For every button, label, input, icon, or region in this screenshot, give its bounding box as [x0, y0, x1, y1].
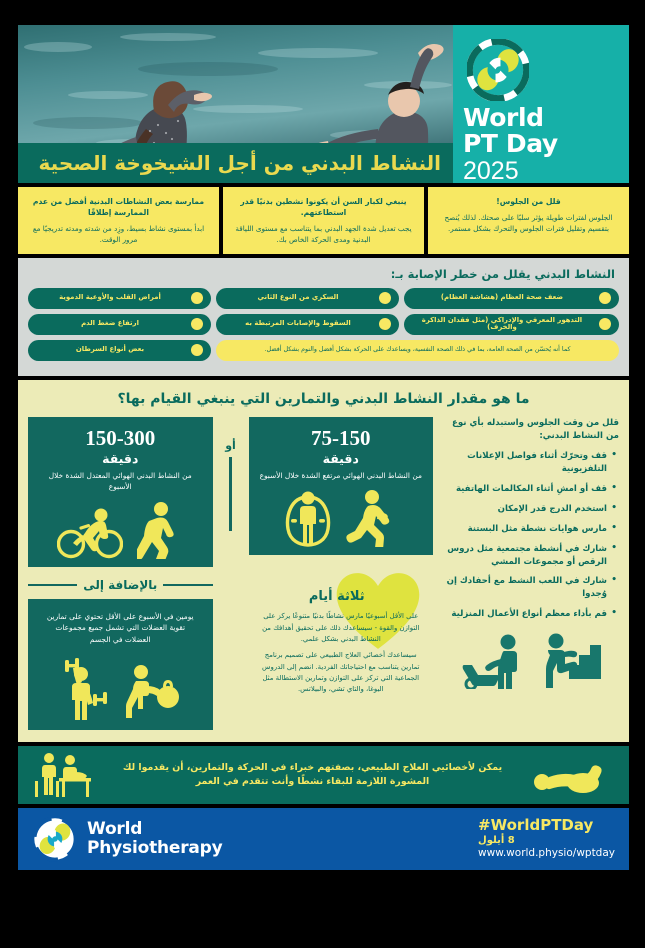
footer-brand-line2: Physiotherapy: [87, 838, 223, 859]
world-physiotherapy-logo-icon: [467, 39, 529, 101]
activity-columns: [28, 417, 619, 731]
addition-line-left: [163, 584, 212, 586]
risk-note: كما أنه يُحسّن من الصحة العامة، بما في ذلك الصحة النفسية، ويساعدك على الحركة بشكل أفضل والنوم بشكل أفضل.: [216, 340, 619, 361]
logo-text-world: World: [463, 103, 544, 132]
therapist-with-patient-icon: [32, 752, 94, 798]
tips-row: [18, 187, 629, 254]
risk-pill-label: أمراض القلب والأوعية الدموية: [59, 293, 161, 302]
risk-pill-row-2: [28, 314, 619, 335]
tip-body: يجب تعديل شدة الجهد البدني بما يتناسب مع مستوى اللياقة البدنية ومدى الحركة الخاص بك.: [235, 224, 412, 244]
walking-person-icon: [137, 501, 183, 559]
tip-heading: ينبغي لكبار السن أن يكونوا نشطين بدنيًا قدر استطاعتهم.: [240, 197, 407, 217]
activity-section: [18, 380, 629, 743]
risk-pill: [404, 288, 619, 309]
dumbbell-press-icon: [57, 658, 109, 720]
risk-section-title: النشاط البدني يقلل من خطر الإصابة بـ:: [390, 266, 615, 281]
tip-card-1: [223, 187, 424, 254]
risk-pill-label: السقوط والإصابات المرتبطة به: [245, 319, 351, 328]
hero-photo: [18, 25, 453, 183]
list-item: • مارس هوايات نشطة مثل البستنة: [441, 523, 607, 536]
footer-hashtag: #WorldPTDay: [478, 816, 594, 835]
risk-pill: [404, 314, 619, 335]
kettlebell-lifting-icon: [125, 660, 183, 720]
reduce-sitting-list: [441, 450, 619, 621]
vigorous-minutes: 75-150: [311, 425, 371, 450]
moderate-unit: دقيقة: [102, 450, 139, 466]
footer-campaign: [478, 817, 615, 861]
strength-icons: [42, 658, 199, 720]
bullet-dot-icon: [379, 292, 391, 304]
moderate-icons: [38, 501, 203, 559]
person-stretching-floor-icon: [531, 755, 615, 795]
vigorous-activity-card: [249, 417, 434, 556]
page-title: النشاط البدني من أجل الشيخوخة الصحية: [38, 151, 441, 175]
balance-strength-block: [249, 567, 434, 717]
risk-pill-label: السكري من النوع الثاني: [257, 293, 339, 302]
footer-brand-line1: World: [87, 819, 143, 840]
reduce-sitting-column: [441, 417, 619, 690]
vigorous-column: [249, 417, 434, 718]
three-days-label: ثلاثة أيام: [308, 589, 365, 605]
logo-text-year: 2025: [463, 156, 519, 185]
risk-pill-label: التدهور المعرفي والإدراكي (مثل فقدان الذاكرة والخرف): [421, 315, 583, 332]
tip-heading: ممارسة بعض النشاطات البدنية أفضل من عدم الممارسة إطلاقًا: [32, 197, 205, 217]
risk-pill: [28, 340, 211, 361]
tip-card-2: [18, 187, 219, 254]
logo-text-ptday: PT Day: [463, 128, 558, 158]
running-person-icon: [346, 489, 398, 547]
risk-pill-row-1: [28, 288, 619, 309]
advice-text: يمكن لأخصائيي العلاج الطبيعي، بصفتهم خبراء في الحركة والتمارين، أن يقدموا لك المشورة اللازمة للبقاء نشطًا وأنت تتقدم في العمر: [122, 761, 503, 788]
list-item: • شارك في اللعب النشط مع أحفادك إن وُجدوا: [441, 575, 607, 601]
vigorous-description: من النشاط البدني الهوائي مرتفع الشدة خلال الأسبوع: [259, 470, 422, 480]
hero-title-band: [18, 143, 453, 183]
addition-line-right: [28, 584, 77, 586]
vigorous-unit: دقيقة: [322, 450, 359, 466]
world-physiotherapy-logo-icon: [32, 816, 78, 862]
hero-logo-block: [453, 25, 629, 183]
bullet-dot-icon: [191, 292, 203, 304]
balance-paragraph-1: على الأقل أسبوعيًا مارس نشاطًا بدنيًا متنوعًا يركز على التوازن والقوة - سيساعدك ذلك على تحقيق أهدافك من النشاط البدني بشكل علمي.: [262, 612, 420, 643]
bullet-dot-icon: [599, 292, 611, 304]
addition-divider: [28, 578, 213, 592]
footer-brand-text: [87, 820, 223, 858]
or-label: أو: [225, 438, 236, 452]
bullet-dot-icon: [379, 318, 391, 330]
activity-section-title: ما هو مقدار النشاط البدني والتمارين التي ينبغي القيام بها؟: [117, 390, 530, 407]
poster-inner: [18, 25, 629, 923]
risk-pill: [216, 314, 399, 335]
risk-pill-label: ارتفاع ضغط الدم: [81, 319, 139, 328]
moderate-minutes: 150-300: [85, 425, 156, 450]
list-item: • قف وتحرّك أثناء فواصل الإعلانات التلفزيونية: [441, 450, 607, 476]
tip-card-0: [428, 187, 629, 254]
bullet-dot-icon: [191, 344, 203, 356]
or-divider: [221, 417, 241, 531]
risk-pill: [28, 288, 211, 309]
risk-pill-label: ضعف صحة العظام (هشاشة العظام): [440, 293, 564, 302]
strength-description: يومين في الأسبوع على الأقل تحتوي على تمارين تقوية العضلات التي تشمل جميع مجموعات العضلات في الجسم: [46, 611, 194, 645]
strength-training-card: [28, 599, 213, 731]
list-item: • قف أو امشِ أثناء المكالمات الهاتفية: [441, 483, 607, 496]
footer-bar: [18, 808, 629, 870]
stairs-climbing-icon: [539, 631, 601, 689]
risk-pill: [28, 314, 211, 335]
footer-date: 8 أيلول: [478, 835, 515, 847]
bullet-dot-icon: [191, 318, 203, 330]
risk-pill-row-3: [28, 340, 619, 361]
risk-section: [18, 258, 629, 376]
risk-pill-label: بعض أنواع السرطان: [75, 345, 145, 354]
cycling-person-icon: [57, 507, 123, 559]
wheelbarrow-gardening-icon: [459, 631, 525, 689]
tip-heading: قلل من الجلوس!: [496, 197, 561, 206]
list-item: • استخدم الدرج قدر الإمكان: [441, 503, 607, 516]
balance-paragraph-2: سيساعدك أخصائي العلاج الطبيعي على تصميم برنامج تمارين يتناسب مع احتياجاتك الفردية. انضم إلى الدروس الجماعية التي تركز على التوازن وتمارين الاستطالة مثل اليوغا، والتاي تشي، والبيلاتس.: [262, 651, 420, 694]
moderate-activity-card: [28, 417, 213, 567]
risk-pill: [216, 288, 399, 309]
footer-brand: [32, 816, 478, 862]
tip-body: الجلوس لفترات طويلة يؤثر سلبًا على صحتك. لذلك يُنصح بتقسيم وتقليل فترات الجلوس والتحرك بشكل مستمر.: [444, 213, 613, 233]
reduce-sitting-lead: قلل من وقت الجلوس واستبدله بأي نوع من النشاط البدني:: [452, 417, 619, 441]
footer-url[interactable]: www.world.physio/wptday: [478, 847, 615, 860]
addition-label: بالإضافة إلى: [83, 577, 158, 592]
or-vertical-line: [229, 457, 232, 531]
bullet-dot-icon: [599, 318, 611, 330]
moderate-description: من النشاط البدني الهوائي المعتدل الشدة خلال الأسبوع: [48, 470, 192, 492]
tip-body: ابدأ بمستوى نشاط بسيط، وزِد من شدته ومدته تدريجيًا مع مرور الوقت.: [32, 224, 205, 244]
reduce-sitting-icons: [441, 631, 619, 689]
skipping-rope-icon: [284, 489, 332, 547]
list-item: • شارك في أنشطة مجتمعية مثل دروس الرقص أو مجموعات المشي: [441, 543, 607, 569]
list-item: • قم بأداء معظم أنواع الأعمال المنزلية: [441, 608, 607, 621]
hero-section: [18, 25, 629, 183]
vigorous-icons: [259, 489, 424, 547]
moderate-column: [28, 417, 213, 731]
advice-banner: [18, 746, 629, 804]
